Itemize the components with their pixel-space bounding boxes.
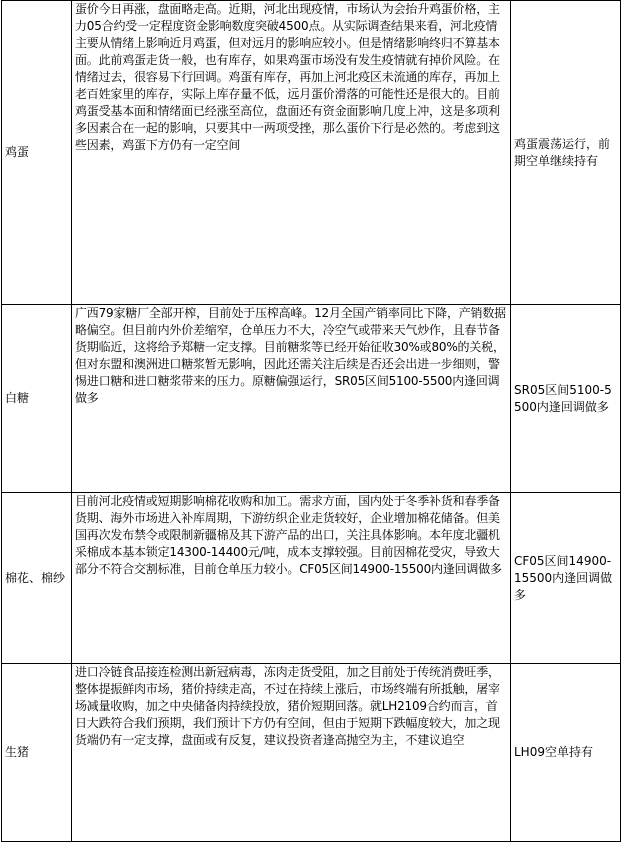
table-row-hog bbox=[2, 664, 621, 842]
trading-strategy: 鸡蛋震荡运行，前期空单继续持有 bbox=[511, 1, 621, 305]
market-analysis: 进口冷链食品接连检测出新冠病毒，冻肉走货受阻，加之目前处于传统消费旺季，整体提振鲜肉市场，猪价持续走高，不过在持续上涨后，市场终端有所抵触，屠宰场减量收购，加之中央储备肉持续投放，猪价短期回落。就LH2109合约而言，首日大跌符合我们预期，我们预计下方仍有空间，但由于短期下跌幅度较大，加之现货端仍有一定支撑，盘面或有反复，建议投资者逢高抛空为主，不建议追空 bbox=[72, 664, 511, 842]
table-row-sugar bbox=[2, 305, 621, 493]
commodity-name: 生猪 bbox=[2, 664, 72, 842]
market-analysis: 蛋价今日再涨，盘面略走高。近期，河北出现疫情，市场认为会抬升鸡蛋价格，主力05合约受一定程度资金影响数度突破4500点。从实际调查结果来看，河北疫情主要从情绪上影响近月鸡蛋，但对远月的影响应较小。但是情绪影响终归不算基本面。此前鸡蛋走货一般，也有库存，如果鸡蛋市场没有发生疫情就有掉价风险。在情绪过去，很容易下行回调。鸡蛋有库存，再加上河北疫区未流通的库存，再加上老百姓家里的库存，实际上库存量不低，远月蛋价滑落的可能性还是很大的。目前鸡蛋受基本面和情绪面已经涨至高位，盘面还有资金面影响几度上冲，这是多项利多因素合在一起的影响，只要其中一两项受挫，那么蛋价下行是必然的。考虑到这些因素，鸡蛋下方仍有一定空间 bbox=[72, 1, 511, 305]
trading-strategy: LH09空单持有 bbox=[511, 664, 621, 842]
trading-strategy: CF05区间14900-15500内逢回调做多 bbox=[511, 493, 621, 664]
market-analysis: 广西79家糖厂全部开榨，目前处于压榨高峰。12月全国产销率同比下降，产销数据略偏空。但目前内外价差缩窄，仓单压力不大，冷空气或带来天气炒作，且春节备货期临近，这将给予郑糖一定支撑。目前糖浆等已经开始征收30%或80%的关税，但对东盟和澳洲进口糖浆暂无影响，因此还需关注后续是否还会出进一步细则，警惕进口糖和进口糖浆带来的压力。原糖偏强运行，SR05区间5100-5500内逢回调做多 bbox=[72, 305, 511, 493]
commodity-name: 白糖 bbox=[2, 305, 72, 493]
trading-strategy: SR05区间5100-5500内逢回调做多 bbox=[511, 305, 621, 493]
commodity-name: 棉花、棉纱 bbox=[2, 493, 72, 664]
table-row-cotton bbox=[2, 493, 621, 664]
commodity-table bbox=[1, 0, 621, 842]
table-row-egg bbox=[2, 1, 621, 305]
market-analysis: 目前河北疫情或短期影响棉花收购和加工。需求方面，国内处于冬季补货和春季备货期、海外市场进入补库周期，下游纺织企业走货较好，企业增加棉花储备。但美国再次发布禁令或限制新疆棉及其下游产品的出口，关注具体影响。本年度北疆机采棉成本基本锁定14300-14400元/吨，成本支撑较强。目前因棉花受灾，导致大部分不符合交割标准，目前仓单压力较小。CF05区间14900-15500内逢回调做多 bbox=[72, 493, 511, 664]
commodity-name: 鸡蛋 bbox=[2, 1, 72, 305]
